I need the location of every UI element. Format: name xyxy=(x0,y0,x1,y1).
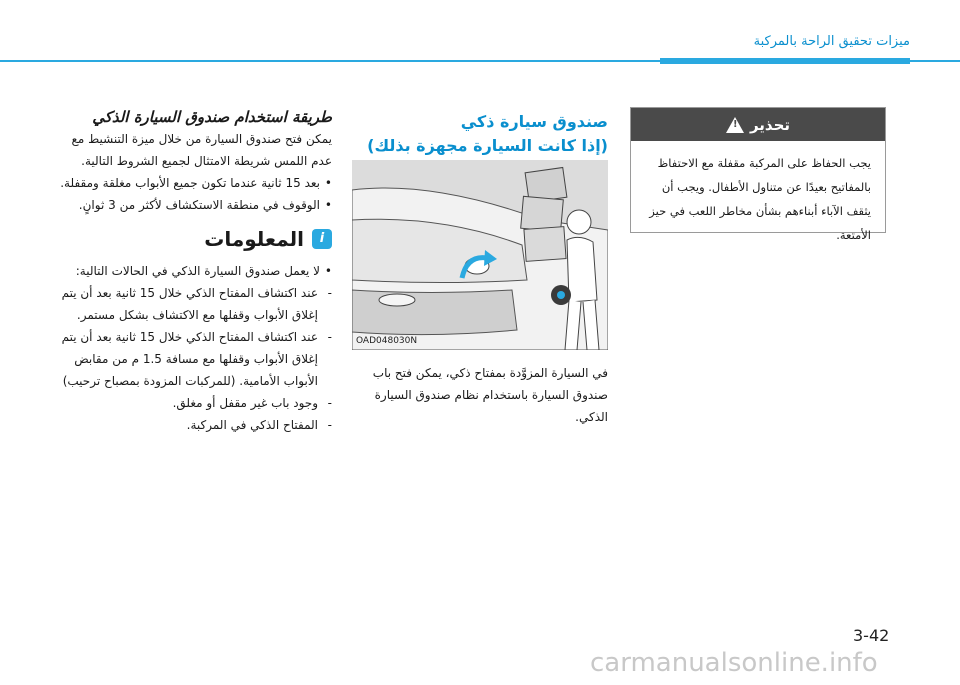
figure-code: OAD048030N xyxy=(356,336,418,346)
smart-trunk-illustration xyxy=(352,160,608,350)
condition-item: • بعد 15 ثانية عندما تكون جميع الأبواب مغلقة ومقفلة. xyxy=(60,172,332,194)
warning-box xyxy=(630,107,886,242)
exception-item: - المفتاح الذكي في المركبة. xyxy=(60,414,332,436)
smart-trunk-title-note: (إذا كانت السيارة مجهزة بذلك) xyxy=(367,136,608,155)
watermark: carmanualsonline.info xyxy=(590,648,878,678)
page-number: 3-42 xyxy=(853,626,890,645)
smart-trunk-description: في السيارة المزوَّدة بمفتاح ذكي، يمكن فتح باب صندوق السيارة باستخدام نظام صندوق السيارة الذكي. xyxy=(372,366,608,424)
header-accent-bar xyxy=(660,58,910,64)
exception-item: - عند اكتشاف المفتاح الذكي خلال 15 ثانية بعد أن يتم إغلاق الأبواب وقفلها مع مسافة 1.5 م من مقابض الأبواب الأمامية. (للمركبات المزودة بمصباح ترحيب) xyxy=(60,326,332,392)
exception-item: - عند اكتشاف المفتاح الذكي خلال 15 ثانية بعد أن يتم إغلاق الأبواب وقفلها مع الاكتشاف بشكل مستمر. xyxy=(60,282,332,326)
info-icon: i xyxy=(312,229,332,249)
warning-label: تحذير xyxy=(749,115,791,134)
usage-section-title: طريقة استخدام صندوق السيارة الذكي xyxy=(92,108,332,126)
information-title: المعلومات xyxy=(204,227,304,251)
exception-item: - وجود باب غير مقفل أو مغلق. xyxy=(60,392,332,414)
header-title: ميزات تحقيق الراحة بالمركبة xyxy=(753,34,910,49)
usage-section xyxy=(60,106,332,436)
car-rear-person-illustration-icon xyxy=(352,160,608,350)
warning-triangle-icon xyxy=(726,117,744,133)
info-bullet: • لا يعمل صندوق السيارة الذكي في الحالات التالية: xyxy=(60,260,332,282)
usage-intro: يمكن فتح صندوق السيارة من خلال ميزة التنشيط مع عدم اللمس شريطة الامتثال لجميع الشروط التالية. xyxy=(71,132,332,168)
information-heading xyxy=(60,224,332,254)
warning-text: يجب الحفاظ على المركبة مقفلة مع الاحتفاظ بالمفاتيح بعيدًا عن متناول الأطفال. ويجب أن يثقف الآباء أبناءهم بشأن مخاطر اللعب في حيز الأمتعة. xyxy=(649,156,871,242)
warning-header xyxy=(631,108,885,141)
smart-trunk-title-main: صندوق سيارة ذكي xyxy=(460,112,608,131)
smart-trunk-title xyxy=(352,110,608,158)
condition-item: • الوقوف في منطقة الاستكشاف لأكثر من 3 ثوانٍ. xyxy=(60,194,332,216)
